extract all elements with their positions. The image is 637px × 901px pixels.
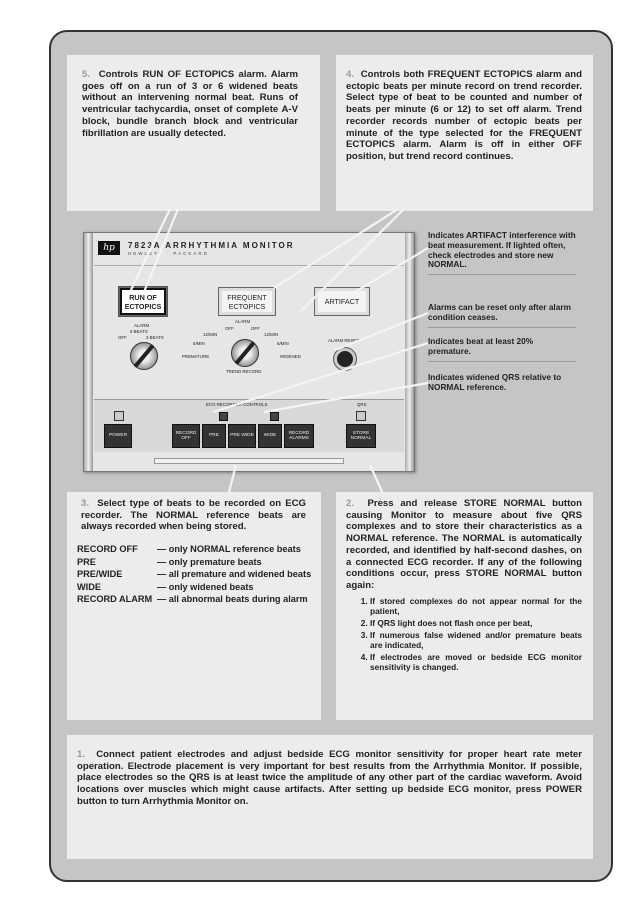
section-2-box (336, 492, 593, 720)
freq-knob-widened-label: WIDENED (280, 354, 301, 359)
freq-knob-r6-label: 6/MIN (277, 341, 289, 346)
run-knob-off-label: OFF (118, 335, 127, 340)
alarm-reset-label: ALARM RESET (328, 338, 359, 343)
list-item: 3. If numerous false widened and/or premature beats are indicated, (370, 630, 582, 650)
section-1-container (67, 735, 593, 859)
artifact-lamp: ARTIFACT (314, 287, 370, 316)
note-premature-text: Indicates beat at least 20% premature. (428, 336, 534, 356)
section-5-number: 5. (82, 69, 91, 80)
freq-knob-l12-label: 12/MIN (203, 332, 218, 337)
list-item: 1. If stored complexes do not appear normal for the patient, (370, 596, 582, 616)
device-model: 7823A ARRHYTHMIA MONITOR (128, 241, 295, 250)
qrs-label: QRS (357, 402, 367, 407)
list-item: RECORD OFF — only NORMAL reference beats (77, 544, 301, 554)
freq-knob-premature-label: PREMATURE (182, 354, 210, 359)
freq-knob-off2-label: OFF (251, 326, 260, 331)
section-4-number: 4. (346, 69, 355, 80)
freq-knob-off1-label: OFF (225, 326, 234, 331)
list-item: 4. If electrodes are moved or bedside ECG monitor sensitivity is changed. (370, 652, 582, 672)
run-of-ectopics-lamp: RUN OF ECTOPICS (119, 287, 167, 316)
hp-logo: hp (98, 241, 120, 255)
wide-button[interactable]: WIDE (258, 424, 282, 448)
run-knob-3-label: 3 BEATS (146, 335, 164, 340)
section-4-body: Controls both FREQUENT ECTOPICS alarm and ectopic beats per minute record on trend recorder. Select type of beat to be counted and number of beats per minute (6 or 12) to set off alarm. Trend recorder records number of ectopic beats per minute of the type selected for the FREQUENT ECTOPICS alarm. Alarm is off in either OFF position, but trend record continues. (346, 69, 582, 162)
section-2-number: 2. (346, 498, 355, 509)
note-artifact-text: Indicates ARTIFACT interference with beat measurement. If lighted often, check electrodes and store new NORMAL. (428, 230, 576, 270)
frequent-ectopics-lamp: FREQUENT ECTOPICS (218, 287, 276, 316)
section-1-body: Connect patient electrodes and adjust bedside ECG monitor sensitivity for proper heart rate meter operation. Electrode placement is very important for best results from the Arrhythmia Monitor. If possible, place electrodes so the QRS is at least twice the amplitude of any other part of the cardiac waveform. Avoid locations over muscles which might cause artifacts. After setting up bedside ECG monitor, press POWER button to turn Arrhythmia Monitor on. (77, 749, 582, 807)
pre-button[interactable]: PRE (202, 424, 226, 448)
run-knob-alarm-label: ALARM (134, 323, 150, 328)
record-off-button[interactable]: RECORD OFF (172, 424, 200, 448)
run-knob-6-label: 6 BEATS (130, 329, 148, 334)
record-modes-list (77, 544, 312, 607)
power-button[interactable]: POWER (104, 424, 132, 448)
section-3-intro: 3. Select type of beats to be recorded on ECG recorder. The NORMAL reference beats are always recorded when being stored. (81, 498, 306, 533)
section-3-box (67, 492, 321, 720)
callout-line (355, 248, 428, 292)
list-item: WIDE — only widened beats (77, 581, 254, 592)
section-3-number: 3. (81, 498, 90, 509)
record-alarms-button[interactable]: RECORD ALARMS (284, 424, 314, 448)
callout-line (335, 313, 428, 350)
list-item: RECORD ALARM — all abnormal beats during alarm (77, 594, 308, 604)
ecg-controls-label: ECG RECORDER CONTROLS (206, 402, 268, 407)
conditions-list (346, 596, 582, 672)
trend-record-label: TREND RECORD (226, 369, 262, 374)
store-normal-button[interactable]: STORE NORMAL (346, 424, 376, 448)
section-2-intro: 2. Press and release STORE NORMAL button causing Monitor to measure about five QRS complexes and to store their characteristics as a NORMAL reference. The NORMAL is automatically recorded, and identified by half-second dashes, on a connected ECG recorder. If any of the following conditions occur, press STORE NORMAL button again: 1. If stored complexes do not appear normal for the patient, 2. If QRS light does not flash once per beat, 3. If numerous false widened and/or premature beats are indicated, 4. If electrodes are moved or bedside ECG monitor sensitivity is changed. (346, 498, 582, 674)
section-1-number: 1. (77, 749, 86, 760)
freq-knob-l6-label: 6/MIN (193, 341, 205, 346)
section-1-body-text (77, 749, 582, 808)
pre-wide-button[interactable]: PRE WIDE (228, 424, 256, 448)
device-maker: HEWLETT · PACKARD (128, 251, 209, 256)
list-item: 2. If QRS light does not flash once per beat, (370, 618, 582, 628)
section-5-body: Controls RUN OF ECTOPICS alarm. Alarm goes off on a run of 3 or 6 widened beats without an intervening normal beat. Runs of ventricular tachycardia, onset of complete A-V block, bundle branch block and ventricular fibrillation are usually detected. (82, 69, 298, 139)
freq-knob-r12-label: 12/MIN (264, 332, 279, 337)
list-item: PRE/WIDE — all premature and widened beats (77, 569, 312, 579)
note-widened-text: Indicates widened QRS relative to NORMAL reference. (428, 372, 562, 392)
note-reset-text: Alarms can be reset only after alarm condition ceases. (428, 302, 571, 322)
list-item: PRE — only premature beats (77, 556, 262, 567)
freq-knob-alarm-label: ALARM (235, 319, 251, 324)
